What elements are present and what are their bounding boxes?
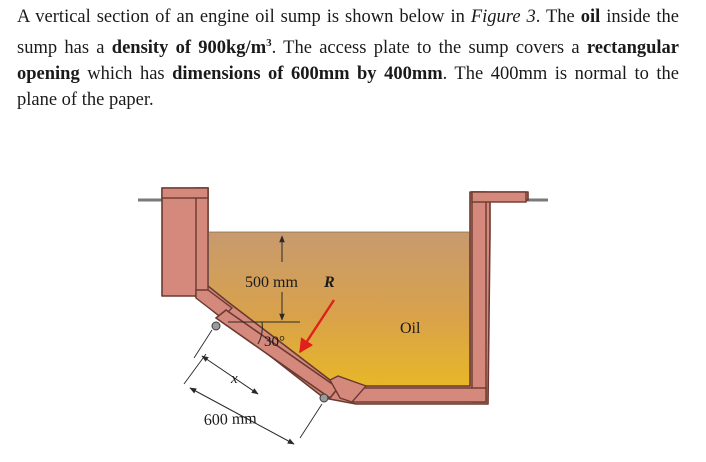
plate-extension-line-left — [184, 354, 206, 384]
emphasis-opening: rectangular opening — [17, 38, 679, 85]
x-dimension-line — [202, 356, 258, 394]
text-segment: . The access plate to the sump covers a — [271, 38, 587, 59]
emphasis-dimensions: dimensions of 600mm by 400mm — [172, 64, 443, 85]
x-label: x — [231, 371, 238, 387]
plate-extension-line — [300, 404, 322, 438]
text-segment: which has — [79, 64, 173, 85]
left-wall — [196, 188, 208, 294]
angle-label: 30° — [264, 334, 285, 350]
plate-length-label: 600 mm — [203, 410, 257, 429]
depth-label: 500 mm — [245, 274, 298, 291]
density-text: density of 900kg/m — [111, 38, 267, 59]
x-extension-line — [194, 330, 212, 358]
left-flange — [162, 188, 208, 198]
text-segment: A vertical section of an engine oil sump is shown below in — [17, 7, 471, 27]
bottom-wall — [352, 388, 486, 402]
text-segment: . The 400mm is normal to the plane of the paper. — [17, 64, 679, 111]
figure-reference: Figure 3 — [470, 7, 536, 27]
oil-label: Oil — [400, 320, 421, 337]
oil-body — [209, 232, 470, 388]
density-exponent: 3 — [266, 37, 272, 49]
text-segment: . The — [535, 7, 581, 27]
force-label: R — [324, 274, 335, 291]
right-wall — [472, 192, 486, 402]
right-flange — [472, 192, 526, 202]
text-segment: inside the sump has a — [17, 7, 680, 59]
plate-bolt-top — [212, 322, 220, 330]
emphasis-oil: oil — [580, 7, 601, 27]
plate-bolt-bottom — [320, 394, 328, 402]
